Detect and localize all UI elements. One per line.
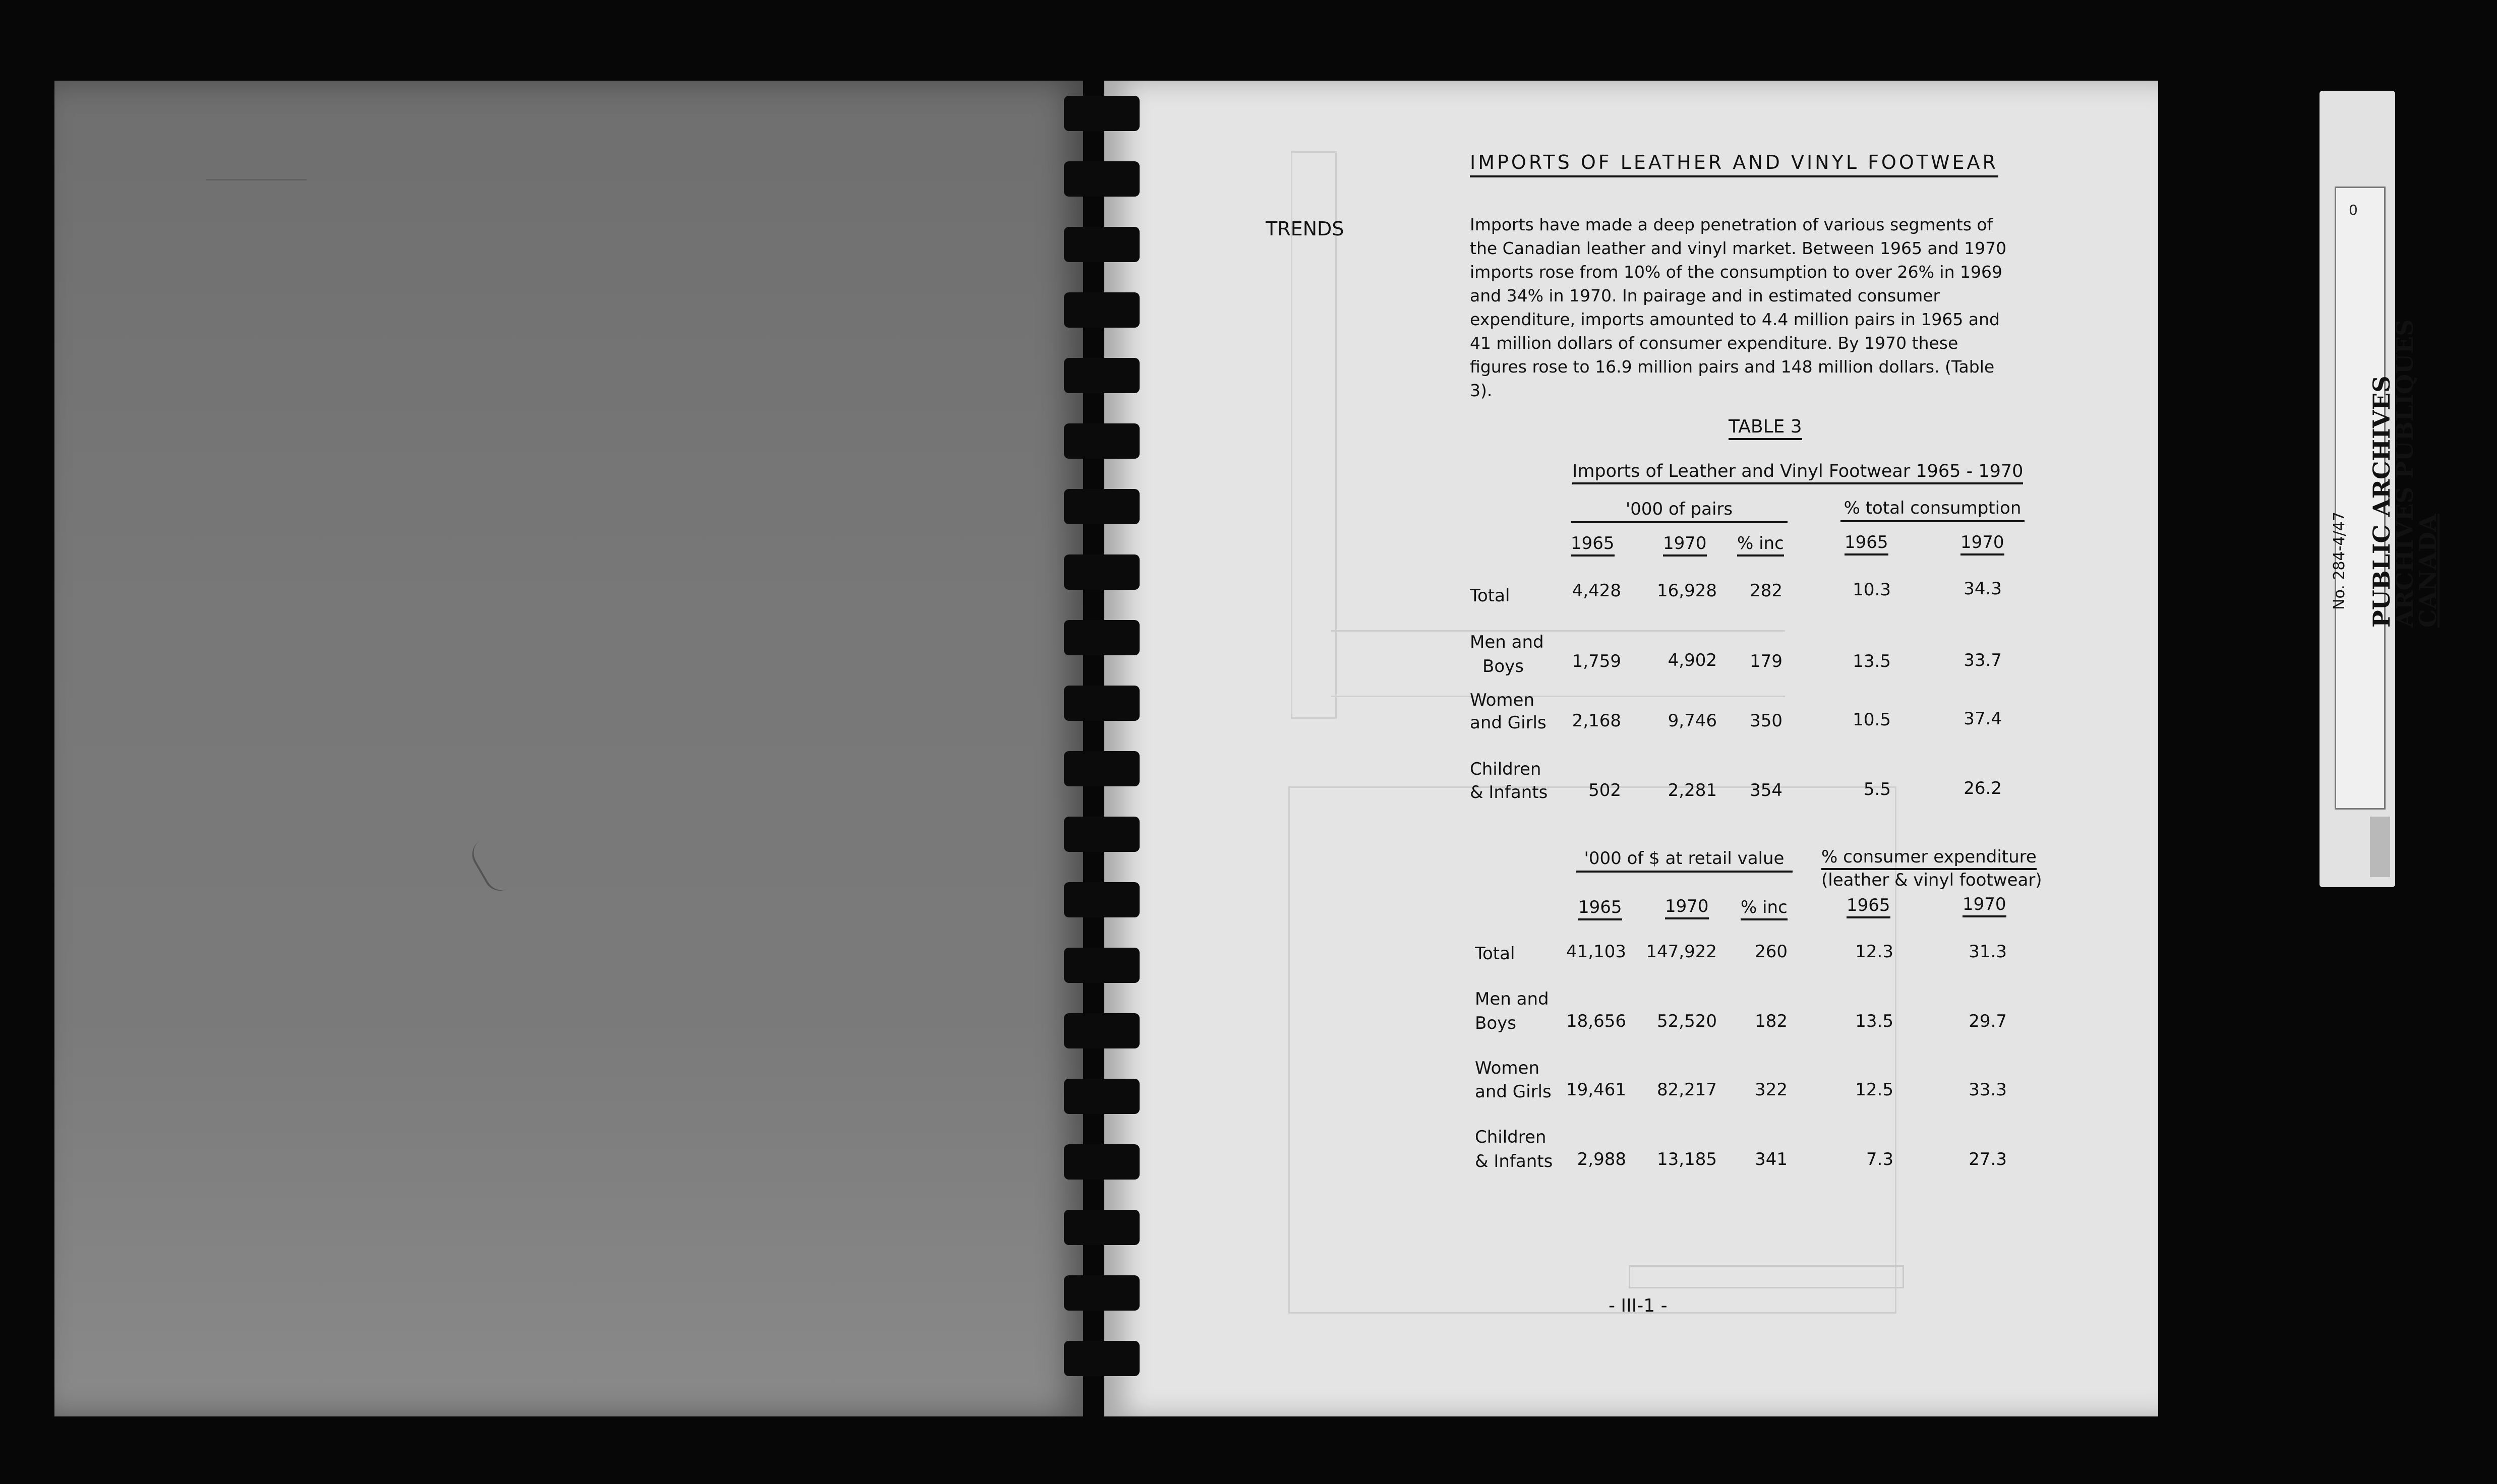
table-cell: 147,922	[1646, 942, 1717, 962]
table-cell: 322	[1755, 1080, 1788, 1100]
page-number: - III-1 -	[1609, 1295, 1668, 1316]
table-cell: 179	[1750, 651, 1782, 671]
archive-stamp-line: CANADA	[2414, 514, 2442, 628]
row-label: and Girls	[1475, 1082, 1552, 1102]
row-label: and Girls	[1470, 713, 1547, 733]
table-cell: 354	[1750, 780, 1782, 800]
row-label: Women	[1475, 1058, 1540, 1078]
column-header: 1970	[1963, 894, 2006, 917]
table-cell: 1,759	[1572, 651, 1621, 671]
column-header: 1965	[1847, 895, 1890, 918]
table-cell: 5.5	[1863, 779, 1891, 799]
table-cell: 34.3	[1964, 579, 2002, 599]
left-page	[54, 81, 1083, 1416]
row-label: Boys	[1482, 656, 1524, 676]
row-label: Total	[1470, 586, 1510, 606]
table-cell: 182	[1755, 1011, 1788, 1031]
table-cell: 2,988	[1577, 1149, 1626, 1169]
row-label: Men and	[1475, 989, 1549, 1009]
table-cell: 16,928	[1657, 581, 1717, 601]
archive-number: No. 284-4/47	[2331, 512, 2348, 610]
table-cell: 7.3	[1866, 1149, 1893, 1169]
table-caption: TABLE 3	[1729, 416, 1802, 440]
table-cell: 10.3	[1853, 580, 1891, 600]
table-cell: 502	[1588, 780, 1621, 800]
group-header-consumption: % total consumption	[1840, 498, 2025, 522]
page-mark	[466, 832, 522, 896]
body-paragraph: Imports have made a deep penetration of various segments of the Canadian leather and vinyl market. Between 1965 and 1970 imports rose from 10% of the consumption to over 26% in 1969 and 34% in 1970. In pairage and in estimated consumer expenditure, imports amounted to 4.4 million pairs in 1965 and 41 million dollars of consumer expenditure. By 1970 these figures rose to 16.9 million pairs and 148 million dollars. (Table 3).	[1470, 215, 2007, 400]
table-cell: 13.5	[1855, 1011, 1893, 1031]
archive-stamp-line: ARCHIVES PUBLIQUES	[2391, 319, 2418, 628]
column-header: 1965	[1845, 532, 1888, 555]
table-cell: 52,520	[1657, 1011, 1717, 1031]
row-label: Women	[1470, 690, 1535, 710]
table-cell: 33.3	[1969, 1080, 2007, 1100]
row-label: Men and	[1470, 632, 1544, 652]
table-cell: 9,746	[1668, 711, 1717, 731]
row-label: Children	[1475, 1127, 1547, 1147]
table-cell: 26.2	[1964, 778, 2002, 798]
archive-stamp-line: PUBLIC ARCHIVES	[2368, 376, 2395, 628]
group-header-expenditure-note: (leather & vinyl footwear)	[1821, 870, 2042, 890]
tag-ring-marker: 0	[2349, 202, 2358, 218]
table-cell: 82,217	[1657, 1080, 1717, 1100]
column-header: 1965	[1571, 533, 1615, 556]
table-cell: 4,902	[1668, 650, 1717, 670]
table-cell: 2,281	[1668, 780, 1717, 800]
table-cell: 37.4	[1964, 709, 2002, 729]
table-cell: 29.7	[1969, 1011, 2007, 1031]
table-cell: 18,656	[1566, 1011, 1626, 1031]
show-through-line	[1331, 630, 1785, 632]
table-cell: 341	[1755, 1149, 1788, 1169]
table-cell: 33.7	[1964, 650, 2002, 670]
spiral-binding	[1064, 91, 1135, 1411]
row-label: Children	[1470, 759, 1541, 779]
page-title: IMPORTS OF LEATHER AND VINYL FOOTWEAR	[1470, 151, 1998, 177]
archive-tag-clip	[2370, 817, 2390, 877]
group-header-expenditure: % consumer expenditure	[1821, 847, 2037, 870]
table-cell: 13.5	[1853, 651, 1891, 671]
section-label: TRENDS	[1266, 218, 1344, 240]
table-cell: 282	[1750, 581, 1782, 601]
column-header: 1970	[1665, 896, 1709, 919]
row-label: & Infants	[1470, 782, 1548, 802]
group-header-pairs: '000 of pairs	[1571, 499, 1788, 523]
row-label: Total	[1475, 944, 1515, 964]
table-cell: 4,428	[1572, 581, 1621, 601]
table-cell: 2,168	[1572, 711, 1621, 731]
column-header: 1970	[1960, 532, 2004, 555]
table-cell: 260	[1755, 942, 1788, 962]
archive-stamp	[2370, 320, 2440, 628]
column-header: % inc	[1741, 897, 1788, 920]
group-header-retail-value: '000 of $ at retail value	[1576, 848, 1793, 873]
show-through-line	[1331, 696, 1785, 697]
show-through-line	[1629, 1265, 1904, 1288]
row-label: Boys	[1475, 1013, 1516, 1033]
table-cell: 10.5	[1853, 710, 1891, 730]
table-cell: 350	[1750, 711, 1782, 731]
page-mark	[206, 179, 307, 180]
table-cell: 27.3	[1969, 1149, 2007, 1169]
table-cell: 19,461	[1566, 1080, 1626, 1100]
column-header: % inc	[1737, 533, 1784, 556]
column-header: 1970	[1663, 533, 1707, 556]
row-label: & Infants	[1475, 1151, 1553, 1171]
table-cell: 41,103	[1566, 942, 1626, 962]
table-cell: 12.3	[1855, 942, 1893, 962]
column-header: 1965	[1578, 897, 1622, 920]
table-cell: 13,185	[1657, 1149, 1717, 1169]
table-cell: 31.3	[1969, 942, 2007, 962]
table-cell: 12.5	[1855, 1080, 1893, 1100]
table-subtitle: Imports of Leather and Vinyl Footwear 1965 - 1970	[1572, 461, 2023, 484]
